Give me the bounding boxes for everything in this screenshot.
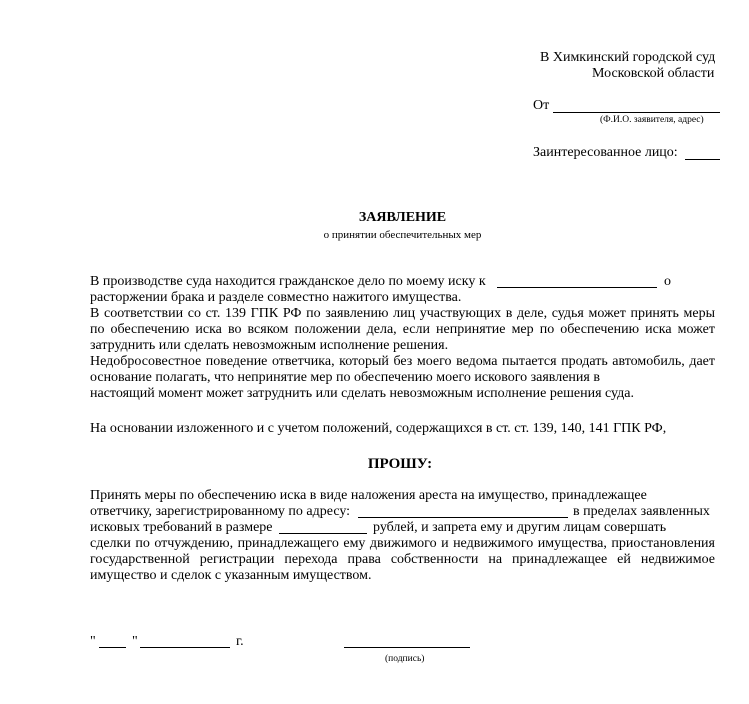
from-label: От [533,98,550,113]
request-line-3a: исковых требований в размере [90,520,273,535]
body-line-5: затруднить или сделать невозможным исполнение решения. [90,338,449,353]
court-name-line2: Московской области [592,66,715,81]
court-name-line1: В Химкинский городской суд [540,50,716,65]
amount-blank[interactable] [279,533,367,534]
address-blank[interactable] [358,517,568,518]
signature-blank[interactable] [344,647,470,648]
body-line-3: В соответствии со ст. 139 ГПК РФ по заявлению лиц участвующих в деле, судья может принять меры [90,306,715,321]
document-title: ЗАЯВЛЕНИЕ [358,210,447,225]
signature-hint: (подпись) [385,654,425,664]
from-hint: (Ф.И.О. заявителя, адрес) [600,115,704,125]
defendant-blank[interactable] [497,287,657,288]
body-line-1b: о [664,274,671,289]
day-blank[interactable] [99,647,126,648]
from-blank-line[interactable] [553,112,720,113]
body-line-7: основание полагать, что непринятие мер по обеспечению моего искового заявления в [90,370,600,385]
body-line-4: по обеспечению иска во всяком положении дела, если непринятие мер по обеспечению иска может [90,322,715,337]
request-line-5: государственной регистрации перехода права собственности на принадлежащее ей недвижимое [90,552,715,567]
request-line-4: сделки по отчуждению, принадлежащего ему движимого и недвижимого имущества, приостановления [90,536,715,551]
interested-party-blank[interactable] [685,159,720,160]
body-line-6: Недобросовестное поведение ответчика, который без моего ведома пытается продать автомобиль, дает [90,354,715,369]
date-quote-open: " [90,634,96,649]
request-line-3b: рублей, и запрета ему и другим лицам совершать [373,520,667,535]
request-heading: ПРОШУ: [367,456,433,472]
month-blank[interactable] [140,647,230,648]
request-line-2b: в пределах заявленных [573,504,710,519]
body-line-2: расторжении брака и разделе совместно нажитого имущества. [90,290,462,305]
date-quote-close: " [132,634,138,649]
request-line-2a: ответчику, зарегистрированному по адресу: [90,504,351,519]
request-line-6: имущество и сделок с указанным имуществом. [90,568,372,583]
body-line-1a: В производстве суда находится гражданское дело по моему иску к [90,274,486,289]
body-line-9: На основании изложенного и с учетом положений, содержащихся в ст. ст. 139, 140, 141 ГПК РФ, [90,421,667,436]
interested-party-label: Заинтересованное лицо: [533,145,678,160]
request-line-1: Принять меры по обеспечению иска в виде наложения ареста на имущество, принадлежащее [90,488,647,503]
document-subtitle: о принятии обеспечительных мер [323,229,482,241]
year-suffix: г. [236,634,244,649]
body-line-8: настоящий момент может затруднить или сделать невозможным исполнение решения суда. [90,386,634,401]
